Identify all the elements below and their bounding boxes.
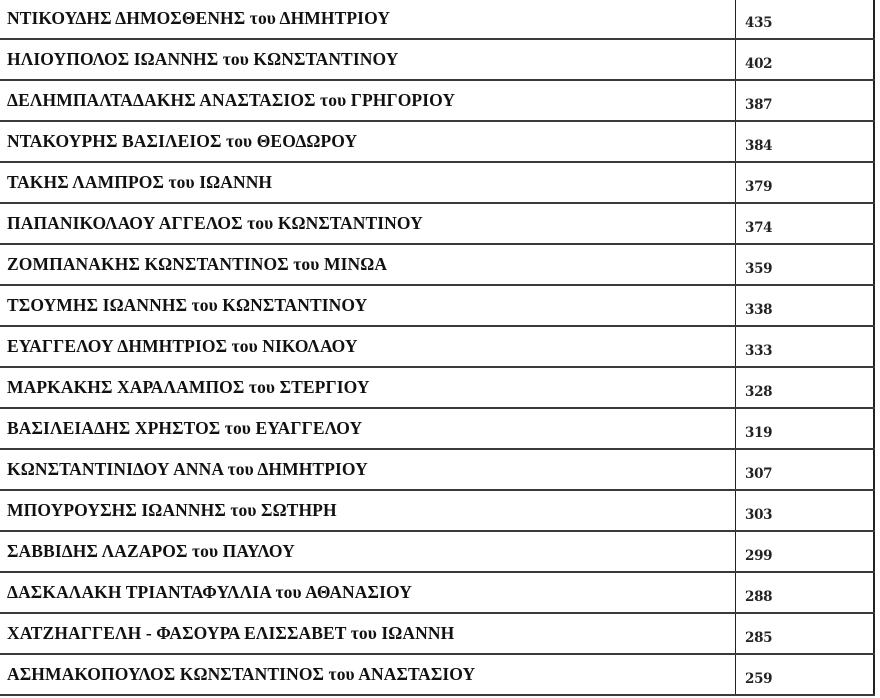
votes-cell [736, 80, 875, 121]
vote-count: 402 [745, 56, 773, 72]
table-row [0, 490, 874, 531]
candidate-name: ΤΑΚΗΣ ΛΑΜΠΡΟΣ του ΙΩΑΝΝΗ [7, 172, 273, 192]
candidate-name-cell [0, 162, 736, 203]
candidate-name: ΜΠΟΥΡΟΥΣΗΣ ΙΩΑΝΝΗΣ του ΣΩΤΗΡΗ [7, 500, 337, 520]
votes-cell [736, 490, 875, 531]
vote-count: 384 [745, 138, 773, 154]
candidate-name-cell [0, 0, 736, 39]
candidate-name-cell [0, 203, 736, 244]
candidate-name: ΝΤΙΚΟΥΔΗΣ ΔΗΜΟΣΘΕΝΗΣ του ΔΗΜΗΤΡΙΟΥ [7, 8, 391, 28]
candidate-name-cell [0, 449, 736, 490]
table-row [0, 162, 874, 203]
candidate-name-cell [0, 39, 736, 80]
candidate-name-cell [0, 244, 736, 285]
vote-count: 288 [745, 589, 773, 605]
vote-count: 333 [745, 343, 773, 359]
table-row [0, 80, 874, 121]
table-row [0, 654, 874, 695]
votes-cell [736, 285, 875, 326]
vote-count: 379 [745, 179, 773, 195]
table-row [0, 285, 874, 326]
candidate-name-cell [0, 531, 736, 572]
candidate-name-cell [0, 490, 736, 531]
table-row [0, 121, 874, 162]
table-row [0, 39, 874, 80]
vote-count: 387 [745, 97, 773, 113]
table-row [0, 367, 874, 408]
vote-count: 435 [745, 15, 773, 31]
votes-cell [736, 203, 875, 244]
vote-count: 299 [745, 548, 773, 564]
table-row [0, 449, 874, 490]
votes-cell [736, 326, 875, 367]
candidate-name: ΕΥΑΓΓΕΛΟΥ ΔΗΜΗΤΡΙΟΣ του ΝΙΚΟΛΑΟΥ [7, 336, 358, 356]
votes-cell [736, 654, 875, 695]
votes-cell [736, 39, 875, 80]
candidate-name: ΜΑΡΚΑΚΗΣ ΧΑΡΑΛΑΜΠΟΣ του ΣΤΕΡΓΙΟΥ [7, 377, 370, 397]
table-row [0, 203, 874, 244]
vote-count: 319 [745, 425, 773, 441]
vote-count: 259 [745, 671, 773, 687]
table-row [0, 244, 874, 285]
candidate-name: ΝΤΑΚΟΥΡΗΣ ΒΑΣΙΛΕΙΟΣ του ΘΕΟΔΩΡΟΥ [7, 131, 358, 151]
votes-cell [736, 0, 875, 39]
candidate-name: ΠΑΠΑΝΙΚΟΛΑΟΥ ΑΓΓΕΛΟΣ του ΚΩΝΣΤΑΝΤΙΝΟΥ [7, 213, 423, 233]
table-row [0, 531, 874, 572]
candidate-name-cell [0, 654, 736, 695]
votes-cell [736, 244, 875, 285]
candidate-name-cell [0, 80, 736, 121]
table-row [0, 613, 874, 654]
vote-count: 359 [745, 261, 773, 277]
votes-cell [736, 572, 875, 613]
candidate-name-cell [0, 613, 736, 654]
candidate-name-cell [0, 121, 736, 162]
votes-cell [736, 531, 875, 572]
candidate-name: ΤΣΟΥΜΗΣ ΙΩΑΝΝΗΣ του ΚΩΝΣΤΑΝΤΙΝΟΥ [7, 295, 368, 315]
votes-cell [736, 449, 875, 490]
vote-count: 307 [745, 466, 773, 482]
candidate-name: ΣΑΒΒΙΔΗΣ ΛΑΖΑΡΟΣ του ΠΑΥΛΟΥ [7, 541, 295, 561]
votes-cell [736, 613, 875, 654]
candidate-name-cell [0, 408, 736, 449]
candidate-name: ΔΑΣΚΑΛΑΚΗ ΤΡΙΑΝΤΑΦΥΛΛΙΑ του ΑΘΑΝΑΣΙΟΥ [7, 582, 412, 602]
candidate-name: ΧΑΤΖΗΑΓΓΕΛΗ - ΦΑΣΟΥΡΑ ΕΛΙΣΣΑΒΕΤ του ΙΩΑΝΝΗ [7, 623, 455, 643]
candidate-name: ΒΑΣΙΛΕΙΑΔΗΣ ΧΡΗΣΤΟΣ του ΕΥΑΓΓΕΛΟΥ [7, 418, 363, 438]
candidate-name-cell [0, 285, 736, 326]
candidate-name-cell [0, 572, 736, 613]
vote-count: 374 [745, 220, 773, 236]
vote-count: 285 [745, 630, 773, 646]
table-row [0, 572, 874, 613]
table-row [0, 408, 874, 449]
candidate-name: ΚΩΝΣΤΑΝΤΙΝΙΔΟΥ ΑΝΝΑ του ΔΗΜΗΤΡΙΟΥ [7, 459, 368, 479]
candidate-name: ΖΟΜΠΑΝΑΚΗΣ ΚΩΝΣΤΑΝΤΙΝΟΣ του ΜΙΝΩΑ [7, 254, 388, 274]
table-row [0, 326, 874, 367]
votes-cell [736, 121, 875, 162]
candidate-name-cell [0, 326, 736, 367]
candidate-name: ΗΛΙΟΥΠΟΛΟΣ ΙΩΑΝΝΗΣ του ΚΩΝΣΤΑΝΤΙΝΟΥ [7, 49, 399, 69]
candidate-name: ΑΣΗΜΑΚΟΠΟΥΛΟΣ ΚΩΝΣΤΑΝΤΙΝΟΣ του ΑΝΑΣΤΑΣΙΟΥ [7, 664, 476, 684]
vote-count: 338 [745, 302, 773, 318]
vote-count: 303 [745, 507, 773, 523]
votes-cell [736, 162, 875, 203]
votes-cell [736, 408, 875, 449]
vote-count: 328 [745, 384, 773, 400]
candidate-name-cell [0, 367, 736, 408]
votes-cell [736, 367, 875, 408]
candidate-name: ΔΕΛΗΜΠΑΛΤΑΔΑΚΗΣ ΑΝΑΣΤΑΣΙΟΣ του ΓΡΗΓΟΡΙΟΥ [7, 90, 456, 110]
table-row [0, 0, 874, 39]
